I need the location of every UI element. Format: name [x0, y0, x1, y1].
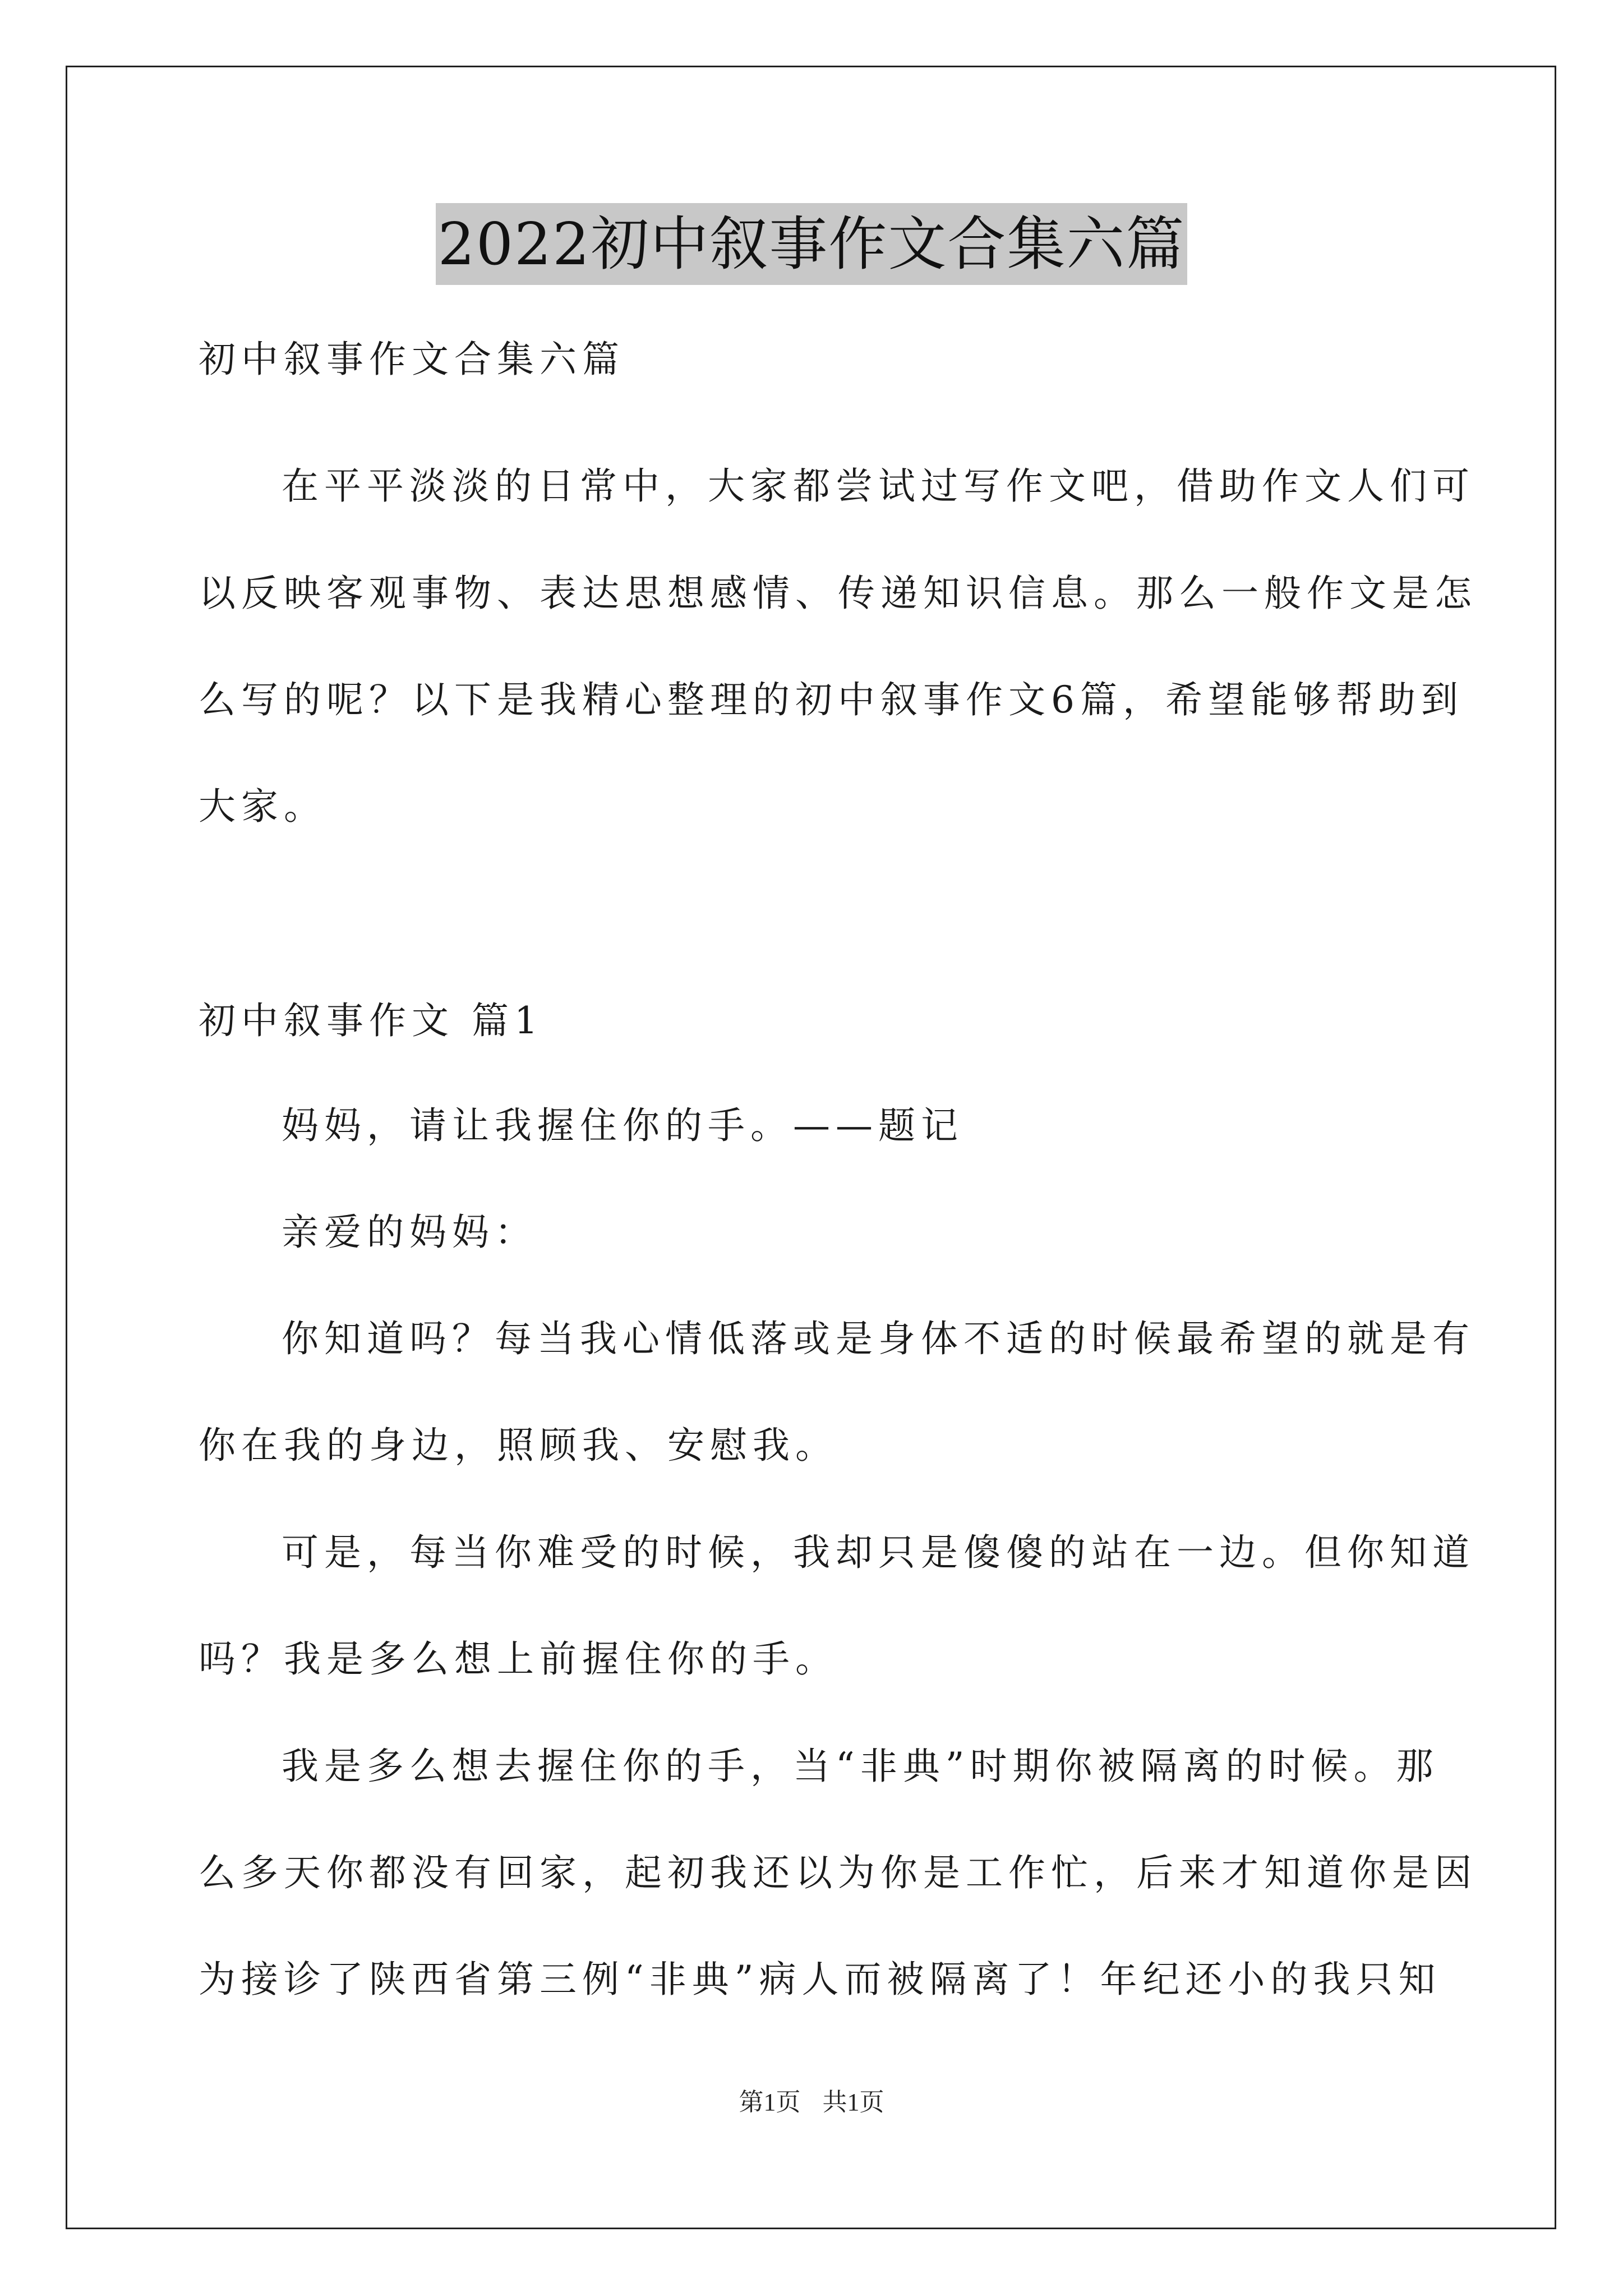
- intro-line: 大家。: [199, 785, 326, 828]
- section-heading: 初中叙事作文 篇1: [199, 999, 543, 1042]
- body-line: 么多天你都没有回家，起初我还以为你是工作忙，后来才知道你是因: [199, 1851, 1477, 1894]
- intro-line: 在平平淡淡的日常中，大家都尝试过写作文吧，借助作文人们可: [282, 464, 1475, 508]
- intro-line: 么写的呢？以下是我精心整理的初中叙事作文6篇，希望能够帮助到: [199, 678, 1464, 721]
- body-line: 可是，每当你难受的时候，我却只是傻傻的站在一边。但你知道: [282, 1531, 1475, 1574]
- body-line: 为接诊了陕西省第三例“非典”病人而被隔离了！年纪还小的我只知: [199, 1958, 1441, 2001]
- body-line: 你在我的身边，照顾我、安慰我。: [199, 1424, 838, 1467]
- page-footer: [0, 2087, 1623, 2118]
- body-line: 我是多么想去握住你的手，当“非典”时期你被隔离的时候。那: [282, 1745, 1439, 1788]
- salutation-line: 亲爱的妈妈：: [282, 1211, 537, 1254]
- body-line: 你知道吗？每当我心情低落或是身体不适的时候最希望的就是有: [282, 1317, 1475, 1360]
- epigraph-line: 妈妈，请让我握住你的手。——题记: [282, 1104, 963, 1147]
- intro-line: 以反映客观事物、表达思想感情、传递知识信息。那么一般作文是怎: [199, 572, 1477, 615]
- body-line: 吗？我是多么想上前握住你的手。: [199, 1637, 838, 1681]
- title-container: [0, 203, 1623, 285]
- document-title: 2022初中叙事作文合集六篇: [436, 203, 1188, 285]
- page-number-total: 共1页: [822, 2088, 884, 2116]
- subtitle: 初中叙事作文合集六篇: [199, 338, 625, 381]
- page-number-current: 第1页: [739, 2088, 801, 2116]
